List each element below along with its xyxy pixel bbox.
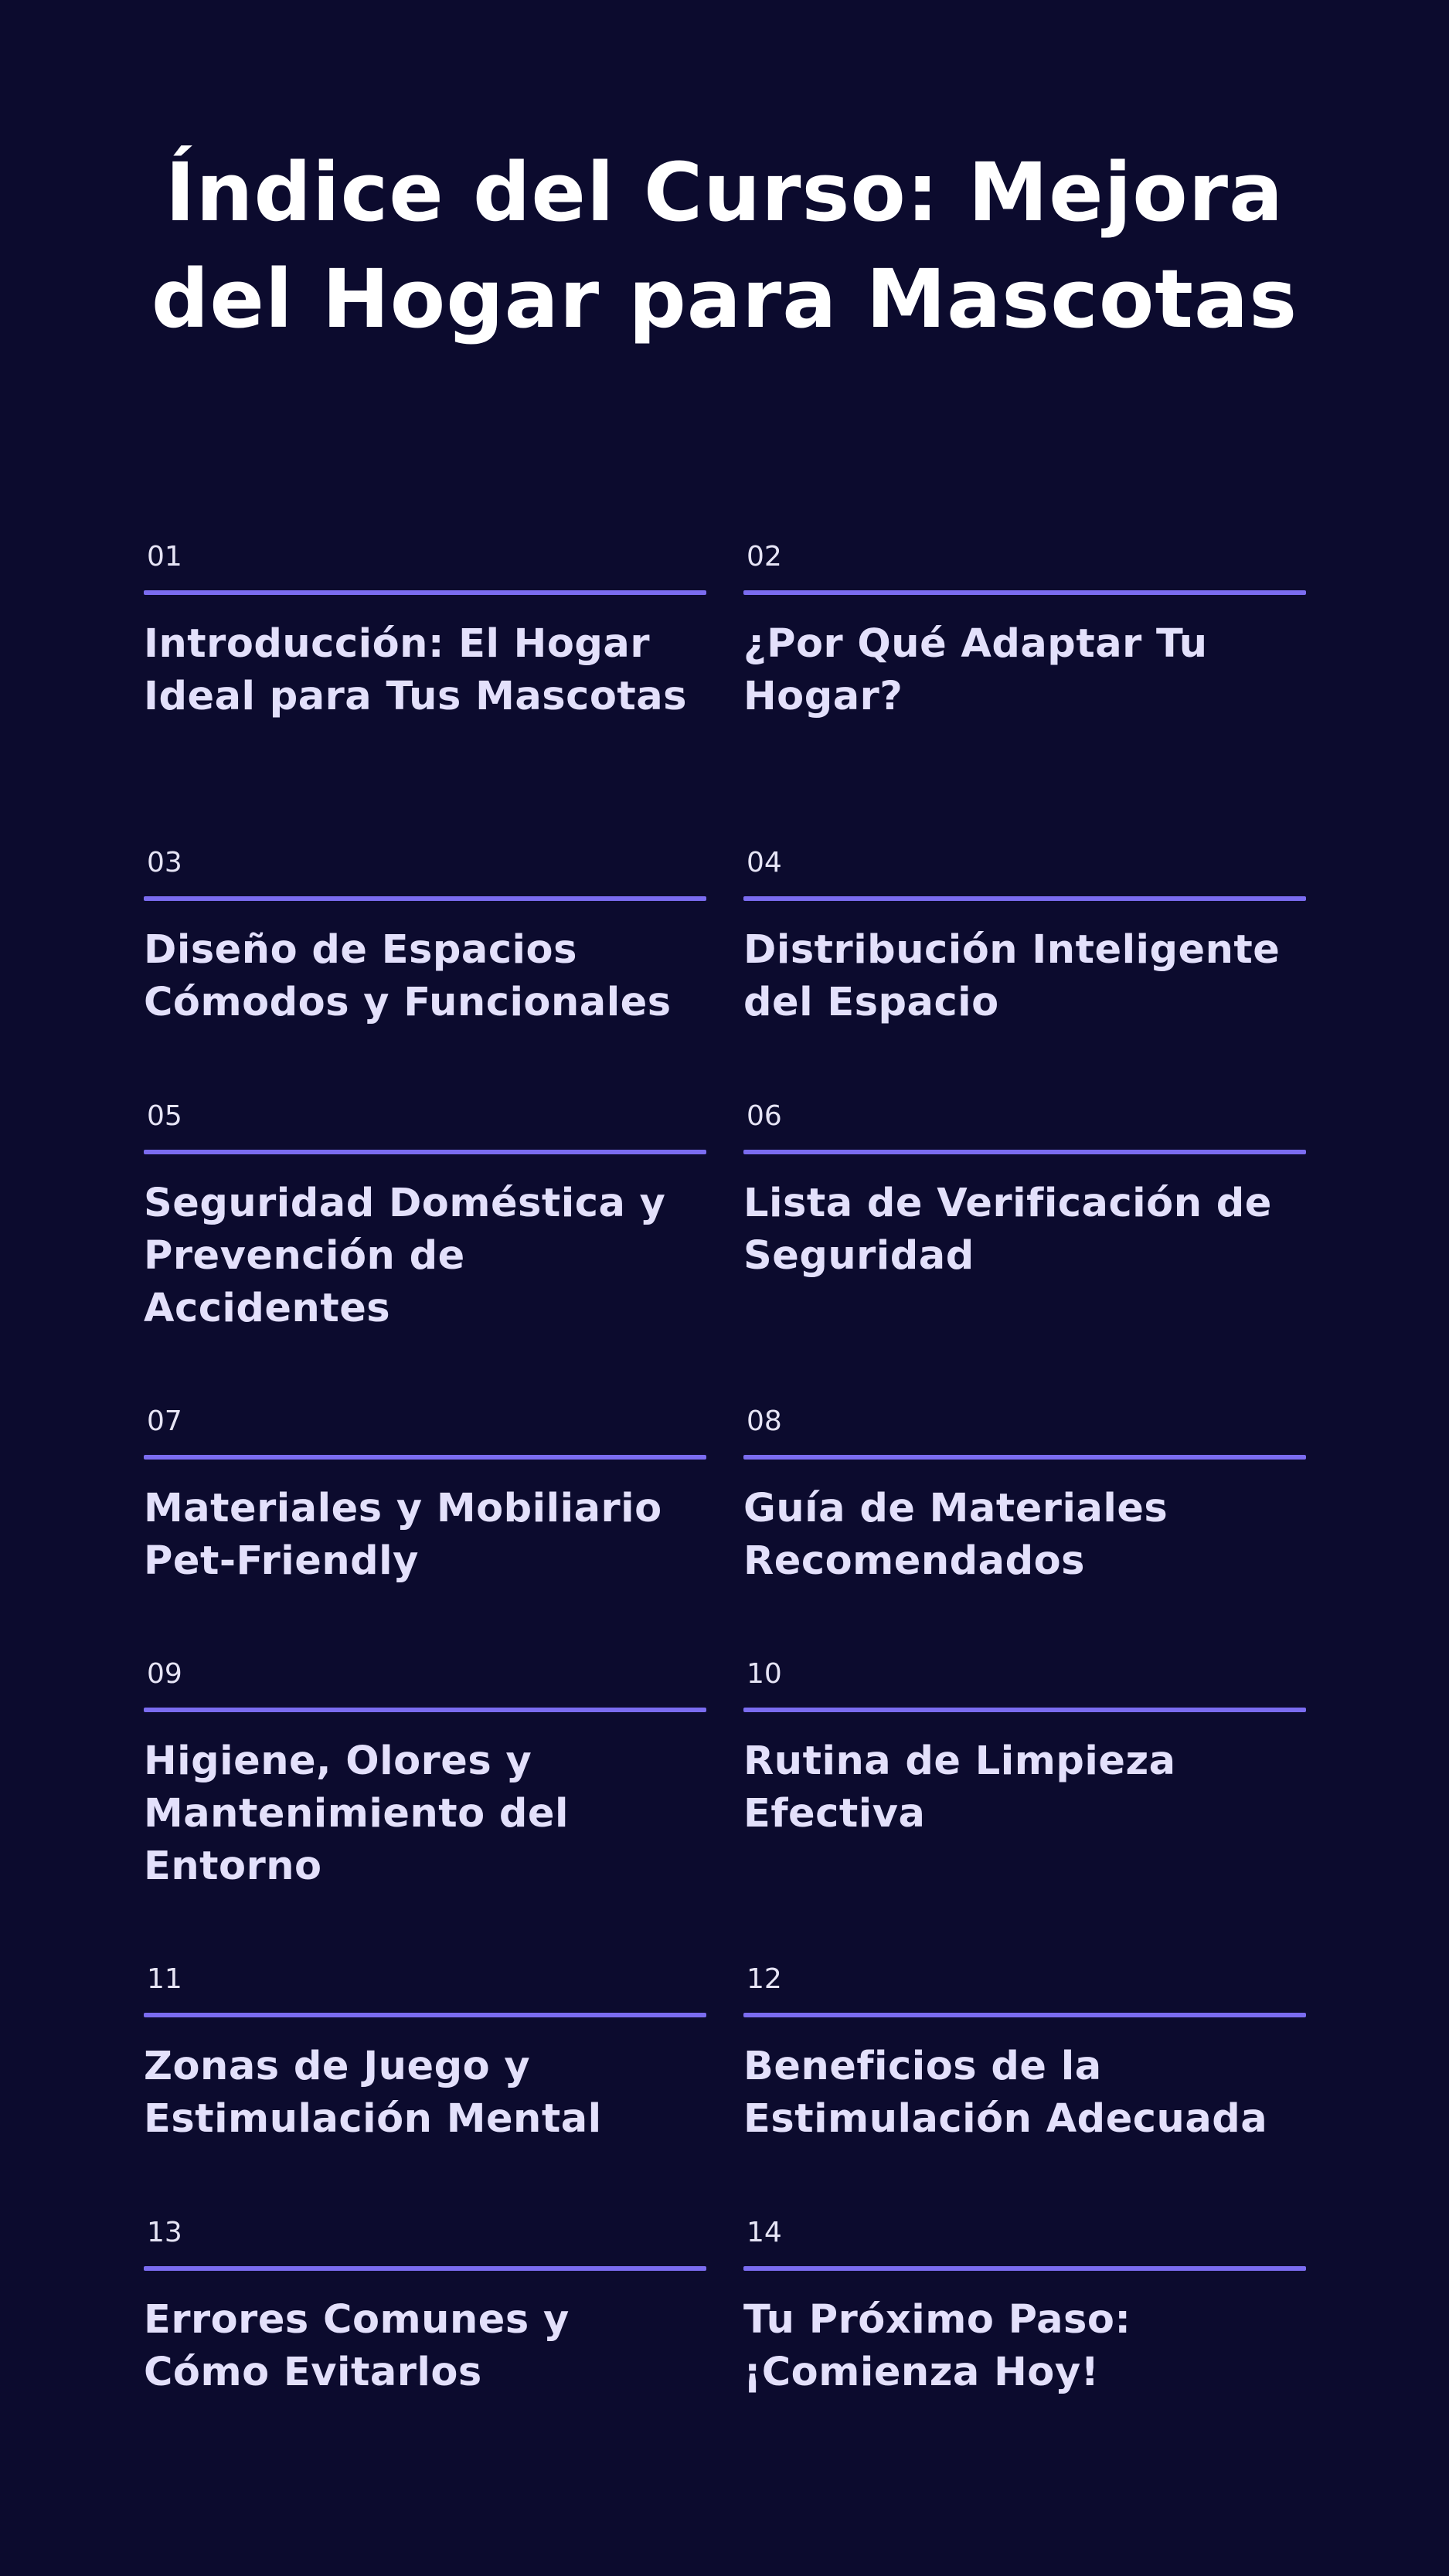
index-item	[743, 1658, 1306, 1840]
index-number: 12	[747, 1963, 782, 1995]
index-item	[144, 847, 706, 1029]
divider	[144, 1455, 706, 1460]
divider	[144, 2266, 706, 2271]
index-item	[743, 847, 1306, 1029]
index-title: Seguridad Doméstica y Prevención de Accidentes	[144, 1181, 666, 1331]
index-item	[144, 541, 706, 723]
index-item	[144, 1963, 706, 2146]
index-number: 14	[747, 2217, 782, 2248]
divider	[144, 590, 706, 595]
index-title: Rutina de Limpieza Efectiva	[743, 1738, 1176, 1837]
index-item	[144, 2217, 706, 2399]
index-number: 06	[747, 1100, 782, 1132]
divider	[743, 590, 1306, 595]
divider	[743, 1150, 1306, 1154]
index-number: 03	[147, 847, 182, 878]
index-title: ¿Por Qué Adaptar Tu Hogar?	[743, 621, 1208, 719]
index-title: Distribución Inteligente del Espacio	[743, 927, 1281, 1025]
index-number: 10	[747, 1658, 782, 1690]
index-number: 05	[147, 1100, 182, 1132]
divider	[743, 896, 1306, 901]
index-title: Tu Próximo Paso: ¡Comienza Hoy!	[743, 2297, 1131, 2395]
index-number: 13	[147, 2217, 182, 2248]
divider	[144, 1150, 706, 1154]
divider	[743, 1455, 1306, 1460]
index-title: Materiales y Mobiliario Pet-Friendly	[144, 1486, 662, 1584]
index-number: 02	[747, 541, 782, 573]
index-item	[743, 1963, 1306, 2146]
divider	[144, 2013, 706, 2017]
index-title: Zonas de Juego y Estimulación Mental	[144, 2044, 602, 2142]
index-number: 09	[147, 1658, 182, 1690]
index-title: Beneficios de la Estimulación Adecuada	[743, 2044, 1268, 2142]
index-item	[743, 1100, 1306, 1283]
divider	[144, 1708, 706, 1712]
index-item	[743, 541, 1306, 723]
index-number: 01	[147, 541, 182, 573]
index-number: 08	[747, 1405, 782, 1437]
index-title: Lista de Verificación de Seguridad	[743, 1181, 1272, 1279]
index-title: Introducción: El Hogar Ideal para Tus Mascotas	[144, 621, 688, 719]
index-number: 11	[147, 1963, 182, 1995]
index-item	[743, 1405, 1306, 1588]
index-title: Guía de Materiales Recomendados	[743, 1486, 1168, 1584]
index-number: 04	[747, 847, 782, 878]
index-number: 07	[147, 1405, 182, 1437]
divider	[743, 2266, 1306, 2271]
index-item	[144, 1100, 706, 1335]
page-title: Índice del Curso: Mejora del Hogar para Mascotas	[151, 145, 1298, 346]
index-item	[144, 1405, 706, 1588]
index-title: Higiene, Olores y Mantenimiento del Entorno	[144, 1738, 570, 1889]
divider	[743, 1708, 1306, 1712]
index-item	[144, 1658, 706, 1893]
index-title: Errores Comunes y Cómo Evitarlos	[144, 2297, 570, 2395]
index-title: Diseño de Espacios Cómodos y Funcionales	[144, 927, 672, 1025]
divider	[144, 896, 706, 901]
index-item	[743, 2217, 1306, 2399]
divider	[743, 2013, 1306, 2017]
